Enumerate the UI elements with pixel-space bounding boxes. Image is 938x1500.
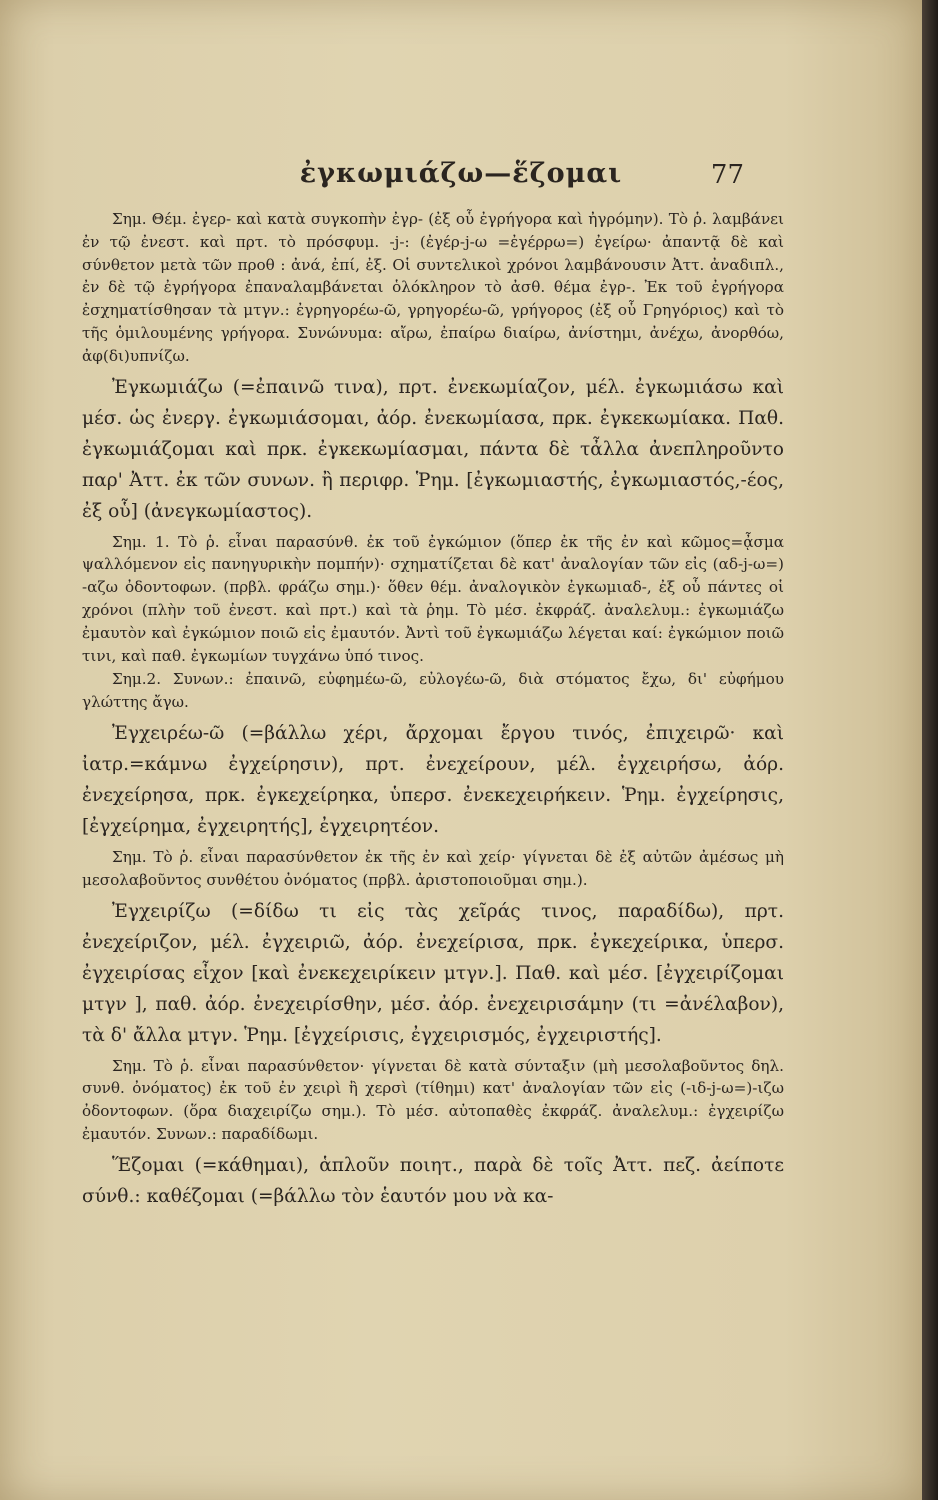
page-edge (922, 0, 938, 1500)
page-number: 77 (710, 160, 744, 190)
entry-egcheireo: Ἐγχειρέω-ῶ (=βάλλω χέρι, ἄρχομαι ἔργου τινός, ἐπιχειρῶ· καὶ ἰατρ.=κάμνω ἐγχείρησιν), πρτ. ἐνεχείρουν, μέλ. ἐγχειρήσω, ἀόρ. ἐνεχείρησα, πρκ. ἐγκεχείρηκα, ὑπερσ. ἐνεκεχειρήκειν. Ῥημ. ἐγχείρησις, [ἐγχείρημα, ἐγχειρητής], ἐγχειρητέον. (82, 722, 784, 837)
entry-egcheirizo: Ἐγχειρίζω (=δίδω τι εἰς τὰς χεῖράς τινος, παραδίδω), πρτ. ἐνεχείριζον, μέλ. ἐγχειριῶ, ἀόρ. ἐνεχείρισα, πρκ. ἐγκεχείρικα, ὑπερσ. ἐγχειρίσας εἶχον [καὶ ἐνεκεχειρίκειν μτγν.]. Παθ. καὶ μέσ. [ἐγχειρίζομαι μτγν ], παθ. ἀόρ. ἐνεχειρίσθην, μέσ. ἀόρ. ἐνεχειρισάμην (τι =ἀνέλαβον), τὰ δ' ἄλλα μτγν. Ῥημ. [ἐγχείρισις, ἐγχειρισμός, ἐγχειριστής]. (82, 900, 784, 1046)
body-text (82, 208, 784, 1212)
note-paragraph: Σημ. Τὸ ῥ. εἶναι παρασύνθετον· γίγνεται δὲ κατὰ σύνταξιν (μὴ μεσολαβοῦντος δηλ. συνθ. ὀνόματος) ἐκ τοῦ ἐν χειρὶ ἢ χερσὶ (τίθημι) κατ' ἀναλογίαν τῶν εἰς (-ιδ-j-ω=)-ιζω ὀδοντοφων. (ὅρα διαχειρίζω σημ.). Τὸ μέσ. αὐτοπαθὲς ἐκφράζ. ἀναλελυμ.: ἐγχειρίζω ἐμαυτόν. Συνων.: παραδίδωμι. (82, 1056, 784, 1143)
running-head: ἐγκωμιάζω—ἕζομαι (299, 158, 623, 189)
note-paragraph: Σημ. Τὸ ῥ. εἶναι παρασύνθετον ἐκ τῆς ἐν καὶ χείρ· γίγνεται δὲ ἐξ αὐτῶν ἀμέσως μὴ μεσολαβοῦντος συνθέτου ὀνόματος (πρβλ. ἀριστοποιοῦμαι σημ.). (82, 847, 784, 889)
page-header (0, 158, 922, 198)
note-paragraph: Σημ.2. Συνων.: ἐπαινῶ, εὐφημέω-ῶ, εὐλογέω-ῶ, διὰ στόματος ἔχω, δι' εὐφήμου γλώττης ἄγω. (82, 670, 784, 712)
note-paragraph: Σημ. 1. Τὸ ῥ. εἶναι παρασύνθ. ἐκ τοῦ ἐγκώμιον (ὅπερ ἐκ τῆς ἐν καὶ κῶμος=ᾆσμα ψαλλόμενον εἰς πανηγυρικὴν πομπήν)· σχηματίζεται δὲ κατ' ἀναλογίαν τῶν εἰς (αδ-j-ω=) -αζω ὀδοντοφων. (πρβλ. φράζω σημ.)· ὅθεν θέμ. ἀναλογικὸν ἐγκωμιαδ-, ἐξ οὗ πάντες οἱ χρόνοι (πλὴν τοῦ ἐνεστ. καὶ πρτ.) καὶ τὰ ῥημ. Τὸ μέσ. ἐκφράζ. ἀναλελυμ.: ἐγκωμιάζω ἐμαυτὸν καὶ ἐγκώμιον ποιῶ εἰς ἐμαυτόν. Ἀντὶ τοῦ ἐγκωμιάζω λέγεται καί: ἐγκώμιον ποιῶ τινι, καὶ παθ. ἐγκωμίων τυγχάνω ὑπό τινος. (82, 532, 784, 665)
note-paragraph: Σημ. Θέμ. ἐγερ- καὶ κατὰ συγκοπὴν ἐγρ- (ἐξ οὗ ἐγρήγορα καὶ ἠγρόμην). Τὸ ῥ. λαμβάνει ἐν τῷ ἐνεστ. καὶ πρτ. τὸ πρόσφυμ. -j-: (ἐγέρ-j-ω =ἐγέρρω=) ἐγείρω· ἀπαντᾷ δὲ καὶ σύνθετον μετὰ τῶν προθ : ἀνά, ἐπί, ἐξ. Οἱ συντελικοὶ χρόνοι λαμβάνουσιν Ἀττ. ἀναδιπλ., ἐν δὲ τῷ ἐγρήγορα ἐπαναλαμβάνεται ὁλόκληρον τὸ ἀσθ. θέμα ἐγρ-. Ἐκ τοῦ ἐγρήγορα ἐσχηματίσθησαν τὰ μτγν.: ἐγρηγορέω-ῶ, γρηγορέω-ῶ, γρήγορος (ἐξ οὗ Γρηγόριος) καὶ τὸ τῆς ὁμιλουμένης γρήγορα. Συνώνυμα: αἴρω, ἐπαίρω διαίρω, ἀνίστημι, ἀνέχω, ἀνορθόω, ἀφ(δι)υπνίζω. (82, 210, 784, 365)
entry-egkomiazo: Ἐγκωμιάζω (=ἐπαινῶ τινα), πρτ. ἐνεκωμίαζον, μέλ. ἐγκωμιάσω καὶ μέσ. ὡς ἐνεργ. ἐγκωμιάσομαι, ἀόρ. ἐνεκωμίασα, πρκ. ἐγκεκωμίακα. Παθ. ἐγκωμιάζομαι καὶ πρκ. ἐγκεκωμίασμαι, πάντα δὲ τἆλλα ἀνεπληροῦντο παρ' Ἀττ. ἐκ τῶν συνων. ἢ περιφρ. Ῥημ. [ἐγκωμιαστής, ἐγκωμιαστός,-έος, ἐξ οὗ] (ἀνεγκωμίαστος). (82, 376, 784, 522)
entry-ezomai: Ἕζομαι (=κάθημαι), ἁπλοῦν ποιητ., παρὰ δὲ τοῖς Ἀττ. πεζ. ἀείποτε σύνθ.: καθέζομαι (=βάλλω τὸν ἑαυτόν μου νὰ κα- (82, 1154, 784, 1207)
